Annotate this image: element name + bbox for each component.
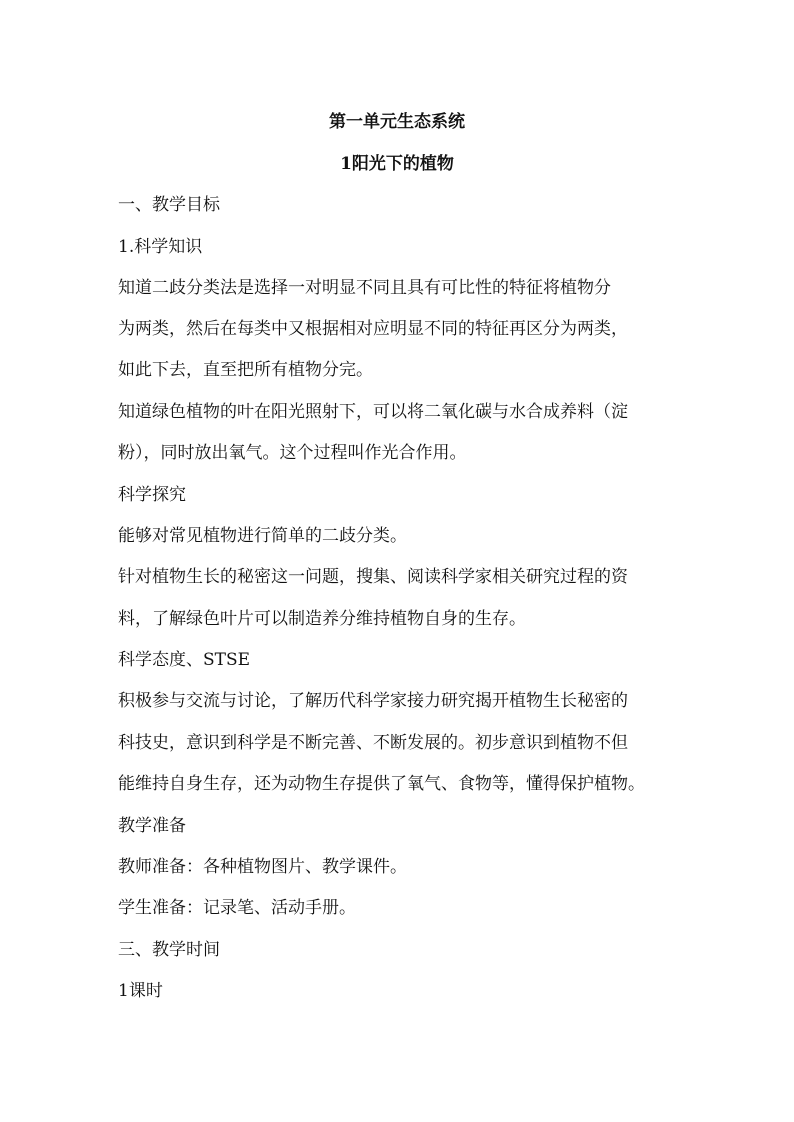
paragraph-line: 教师准备：各种植物图片、教学课件。 [118,857,407,877]
document-title: 第一单元生态系统 [329,112,465,132]
subheading-knowledge: 1.科学知识 [118,237,203,257]
subheading-inquiry: 科学探究 [118,485,186,505]
paragraph-line: 积极参与交流与讨论，了解历代科学家接力研究揭开植物生长秘密的 [118,691,628,711]
paragraph-line: 1课时 [118,981,163,1001]
subheading-attitude: 科学态度、STSE [118,650,251,670]
paragraph-line: 学生准备：记录笔、活动手册。 [118,898,356,918]
paragraph-line: 能够对常见植物进行简单的二歧分类。 [118,526,407,546]
section-heading-time: 三、教学时间 [118,940,220,960]
document-subtitle: 1阳光下的植物 [340,154,454,174]
paragraph-line: 能维持自身生存，还为动物生存提供了氧气、食物等，懂得保护植物。 [118,774,645,794]
paragraph-line: 如此下去，直至把所有植物分完。 [118,360,373,380]
paragraph-line: 知道二歧分类法是选择一对明显不同且具有可比性的特征将植物分 [118,278,611,298]
paragraph-line: 粉），同时放出氧气。这个过程叫作光合作用。 [118,443,467,463]
paragraph-line: 知道绿色植物的叶在阳光照射下，可以将二氧化碳与水合成养料（淀 [118,402,628,422]
subheading-preparation: 教学准备 [118,816,186,836]
section-heading-goals: 一、教学目标 [118,195,220,215]
paragraph-line: 针对植物生长的秘密这一问题，搜集、阅读科学家相关研究过程的资 [118,567,628,587]
paragraph-line: 料，了解绿色叶片可以制造养分维持植物自身的生存。 [118,609,526,629]
paragraph-line: 为两类，然后在每类中又根据相对应明显不同的特征再区分为两类， [118,319,628,339]
paragraph-line: 科技史，意识到科学是不断完善、不断发展的。初步意识到植物不但 [118,733,628,753]
